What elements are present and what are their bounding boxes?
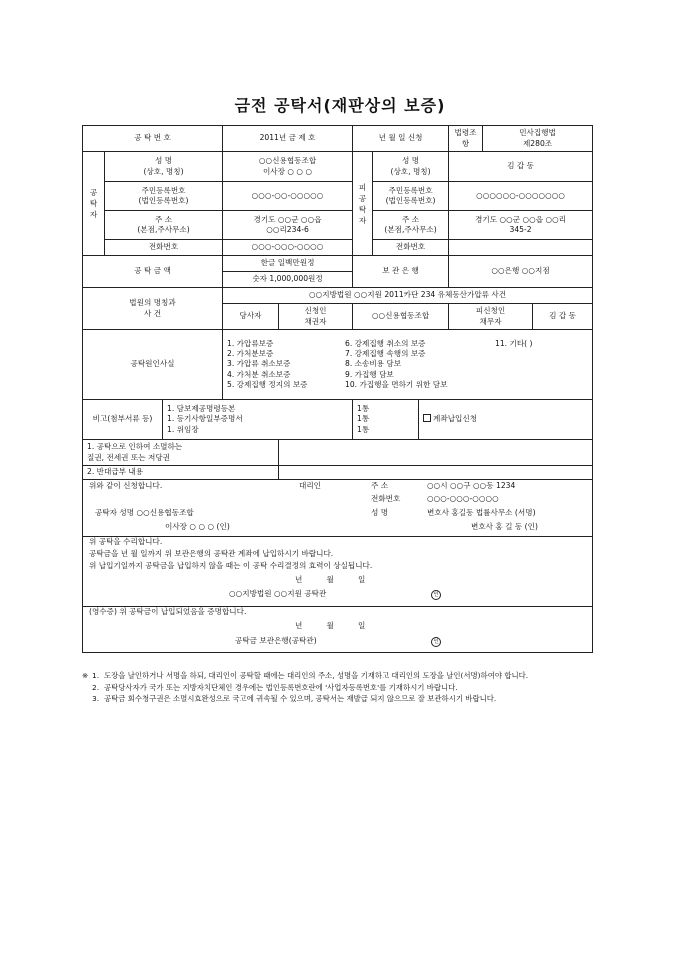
depositee-id-label: 주민등록번호 (법인등록번호) bbox=[373, 182, 449, 211]
depositee-name-value[interactable]: 김 갑 동 bbox=[449, 152, 593, 182]
party-label: 당사자 bbox=[223, 304, 279, 330]
attachment-item: 1. 등기사항일부증명서 bbox=[167, 414, 243, 424]
attachment-item: 1. 위임장 bbox=[167, 424, 199, 434]
note-text: 도장을 날인하거나 서명을 하되, 대리인이 공탁할 때에는 대리인의 주소, 성명을 기재하고 대리인의 도장을 날인(서명)하여야 합니다. bbox=[104, 671, 529, 680]
filing-date-label: 년 월 일 신청 bbox=[353, 126, 449, 152]
depositee-side-label: 피 공 탁 자 bbox=[353, 152, 373, 256]
depositee-id-value[interactable]: ○○○○○○-○○○○○○○ bbox=[449, 182, 593, 211]
counter-value[interactable] bbox=[279, 466, 593, 480]
note-number: 1. bbox=[92, 671, 100, 680]
acceptance-seal: 인 bbox=[431, 590, 441, 600]
depositor-phone-label: 전화번호 bbox=[105, 240, 223, 256]
attachments-label: 비고(첨부서류 등) bbox=[83, 400, 163, 440]
attachments-counts bbox=[353, 400, 419, 440]
court-case-value[interactable]: ○○지방법원 ○○지원 2011카단 234 유체동산가압류 사건 bbox=[223, 288, 593, 304]
agent-phone-value[interactable]: ○○○-○○○-○○○○ bbox=[427, 494, 499, 503]
acceptance-office: ○○지방법원 ○○지원 공탁관 bbox=[229, 589, 327, 598]
bank-label: 보 관 은 행 bbox=[353, 256, 449, 288]
agent-addr-label: 주 소 bbox=[371, 481, 389, 490]
law-label: 법령조항 bbox=[449, 126, 483, 152]
attachment-count: 1통 bbox=[357, 404, 370, 414]
representative-sign[interactable]: 이사장 ○ ○ ○ (인) bbox=[165, 522, 230, 531]
reason-option[interactable]: 4. 가처분 취소보증 bbox=[227, 369, 291, 379]
agent-phone-label: 전화번호 bbox=[371, 494, 401, 503]
note-item bbox=[82, 682, 594, 693]
depositee-phone-value[interactable] bbox=[449, 240, 593, 256]
depositor-name-label: 성 명 (상호, 명칭) bbox=[105, 152, 223, 182]
depositor-id-label: 주민등록번호 (법인등록번호) bbox=[105, 182, 223, 211]
attachment-item: 1. 담보제공명령등본 bbox=[167, 404, 236, 414]
amount-label: 공 탁 금 액 bbox=[83, 256, 223, 288]
agent-name-value[interactable]: 변호사 홍길동 법률사무소 (서명) bbox=[427, 508, 536, 517]
acceptance-line3: 위 납입기일까지 공탁금을 납입하지 않을 때는 이 공탁 수리결정의 효력이 상실됩니다. bbox=[89, 561, 373, 570]
note-text: 공탁금 회수청구권은 소멸시효완성으로 국고에 귀속될 수 있으며, 공탁서는 재발급 되지 않으므로 잘 보관하시기 바랍니다. bbox=[104, 694, 497, 704]
reason-option[interactable]: 1. 가압류보증 bbox=[227, 338, 274, 348]
application-section bbox=[83, 480, 593, 537]
amount-numeric[interactable]: 숫자 1,000,000원정 bbox=[223, 272, 353, 288]
court-label: 법원의 명칭과 사 건 bbox=[83, 288, 223, 330]
notes bbox=[82, 670, 594, 705]
depositor-phone-value[interactable]: ○○○-○○○-○○○○ bbox=[223, 240, 353, 256]
note-mark: ※ bbox=[82, 671, 89, 680]
rights-item2: 2. 반대급부 내용 bbox=[83, 466, 279, 480]
receipt-date[interactable]: 년 월 일 bbox=[295, 621, 366, 630]
receipt-line: (영수증) 위 공탁금이 납입되었음을 증명합니다. bbox=[89, 607, 247, 616]
reason-label: 공탁원인사실 bbox=[83, 330, 223, 400]
respondent-label: 피신청인 채무자 bbox=[449, 304, 533, 330]
deposit-form bbox=[82, 125, 593, 653]
respondent-value[interactable]: 김 갑 동 bbox=[533, 304, 593, 330]
depositor-name-value[interactable]: ○○신용협동조합 이사장 ○ ○ ○ bbox=[223, 152, 353, 182]
note-number: 3. bbox=[92, 694, 100, 704]
deposit-no-label: 공 탁 번 호 bbox=[83, 126, 223, 152]
attachment-count: 1통 bbox=[357, 414, 370, 424]
reason-option[interactable]: 2. 가처분보증 bbox=[227, 349, 274, 359]
depositor-addr-value[interactable]: 경기도 ○○군 ○○읍 ○○리234-6 bbox=[223, 211, 353, 240]
depositee-addr-label: 주 소 (본점,주사무소) bbox=[373, 211, 449, 240]
reason-option[interactable]: 6. 강제집행 취소의 보증 bbox=[345, 338, 426, 348]
agent-label: 대리인 bbox=[299, 481, 322, 490]
applicant-label: 신청인 채권자 bbox=[279, 304, 353, 330]
deposit-no-value[interactable]: 2011년 금 제 호 bbox=[223, 126, 353, 152]
depositor-side-label: 공 탁 자 bbox=[83, 152, 105, 256]
depositee-addr-value[interactable]: 경기도 ○○군 ○○읍 ○○리 345-2 bbox=[449, 211, 593, 240]
depositee-phone-label: 전화번호 bbox=[373, 240, 449, 256]
application-statement: 위와 같이 신청합니다. bbox=[89, 481, 163, 490]
acceptance-date[interactable]: 년 월 일 bbox=[295, 575, 366, 584]
law-value[interactable]: 민사집행법 제280조 bbox=[483, 126, 593, 152]
receipt-seal: 인 bbox=[431, 637, 441, 647]
amount-korean[interactable]: 한글 일백만원정 bbox=[223, 256, 353, 272]
acceptance-line1: 위 공탁을 수리합니다. bbox=[89, 537, 163, 546]
reason-option[interactable]: 7. 강제집행 속행의 보증 bbox=[345, 349, 426, 359]
reason-option[interactable]: 8. 소송비용 담보 bbox=[345, 359, 402, 369]
reason-options bbox=[223, 330, 593, 400]
reason-option[interactable]: 11. 기타( ) bbox=[495, 338, 533, 348]
lawyer-sign[interactable]: 변호사 홍 길 동 (인) bbox=[471, 522, 538, 531]
rights-item1: 1. 공탁으로 인하여 소멸하는 질권, 전세권 또는 저당권 bbox=[83, 440, 279, 466]
rights-value[interactable] bbox=[279, 440, 593, 466]
note-text: 공탁당사자가 국가 또는 지방자치단체인 경우에는 법인등록번호란에 '사업자등록번호'를 기재하시기 바랍니다. bbox=[104, 682, 458, 692]
note-number: 2. bbox=[92, 682, 100, 692]
receipt-bank: 공탁금 보관은행(공탁관) bbox=[235, 636, 317, 645]
agent-name-label: 성 명 bbox=[371, 508, 389, 517]
attachments-list bbox=[163, 400, 353, 440]
depositor-addr-label: 주 소 (본점,주사무소) bbox=[105, 211, 223, 240]
depositor-id-value[interactable]: ○○○-○○-○○○○○ bbox=[223, 182, 353, 211]
account-checkbox[interactable] bbox=[423, 414, 431, 422]
receipt-section bbox=[83, 607, 593, 653]
applicant-value[interactable]: ○○신용협동조합 bbox=[353, 304, 449, 330]
reason-option[interactable]: 5. 강제집행 정지의 보증 bbox=[227, 379, 308, 389]
agent-addr-value[interactable]: ○○시 ○○구 ○○동 1234 bbox=[427, 481, 516, 490]
depositor-sign-line[interactable]: 공탁자 성명 ○○신용협동조합 bbox=[95, 508, 194, 517]
account-option-cell bbox=[419, 400, 593, 440]
reason-option[interactable]: 10. 가집행을 면하기 위한 담보 bbox=[345, 379, 448, 389]
acceptance-section bbox=[83, 537, 593, 607]
note-item bbox=[82, 693, 594, 704]
page-title: 금전 공탁서(재판상의 보증) bbox=[234, 96, 446, 115]
reason-option[interactable]: 9. 가집행 담보 bbox=[345, 369, 394, 379]
note-item bbox=[82, 670, 594, 681]
bank-value[interactable]: ○○은행 ○○지점 bbox=[449, 256, 593, 288]
account-option-label: 계좌납입신청 bbox=[433, 414, 478, 424]
acceptance-line2: 공탁금을 년 월 일까지 위 보관은행의 공탁관 계좌에 납입하시기 바랍니다. bbox=[89, 549, 334, 558]
depositee-name-label: 성 명 (상호, 명칭) bbox=[373, 152, 449, 182]
reason-option[interactable]: 3. 가압류 취소보증 bbox=[227, 359, 291, 369]
attachment-count: 1통 bbox=[357, 424, 370, 434]
